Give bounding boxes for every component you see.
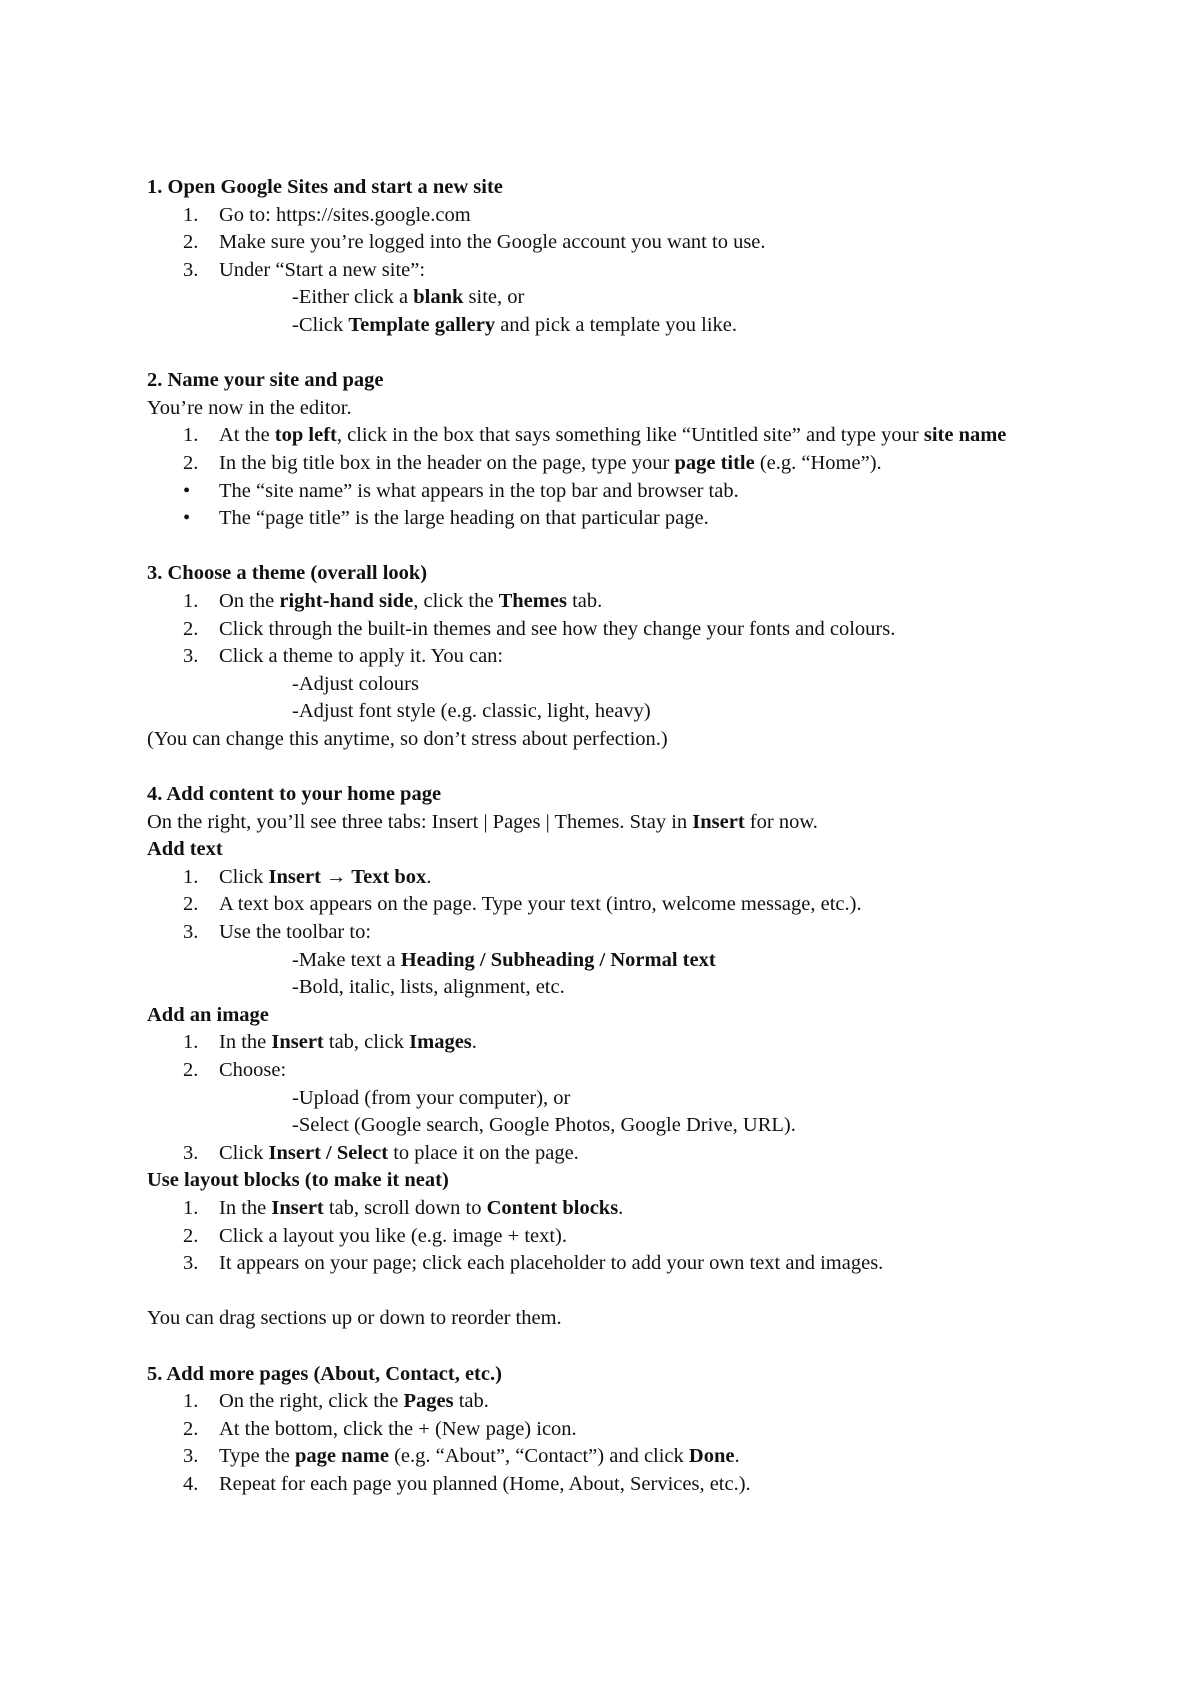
bullet-item: • The “page title” is the large heading on that particular page.	[183, 507, 709, 530]
sub-item: -Bold, italic, lists, alignment, etc.	[292, 976, 565, 999]
section-heading: 5. Add more pages (About, Contact, etc.)	[147, 1362, 502, 1385]
list-item: 1. On the right, click the Pages tab.	[183, 1390, 489, 1413]
sub-item: -Click Template gallery and pick a template you like.	[292, 313, 738, 336]
section-heading: 4. Add content to your home page	[147, 783, 442, 806]
list-number: 3.	[183, 258, 199, 281]
intro-text: You’re now in the editor.	[147, 396, 352, 419]
numbered-list	[147, 864, 1067, 947]
list-item: 3. Use the toolbar to:	[183, 921, 372, 944]
list-item: 3. Click a theme to apply it. You can:	[183, 645, 504, 668]
list-text: Go to: https://sites.google.com	[219, 203, 471, 226]
section-heading: 3. Choose a theme (overall look)	[147, 562, 428, 585]
sub-item: -Make text a Heading / Subheading / Normal text	[292, 948, 716, 971]
subsection-heading: Add an image	[147, 1003, 269, 1026]
bullet-item: • The “site name” is what appears in the top bar and browser tab.	[183, 479, 739, 502]
list-item	[147, 257, 1067, 285]
list-item: 1. In the Insert tab, click Images.	[183, 1031, 477, 1054]
list-item: 2. In the big title box in the header on the page, type your page title (e.g. “Home”).	[183, 451, 882, 474]
list-item: 1. In the Insert tab, scroll down to Content blocks.	[183, 1196, 624, 1219]
sub-item: -Select (Google search, Google Photos, Google Drive, URL).	[292, 1114, 796, 1137]
note-text: You can drag sections up or down to reorder them.	[147, 1307, 562, 1330]
subsection-heading: Add text	[147, 838, 223, 861]
list-item: 1. At the top left, click in the box that says something like “Untitled site” and type your site name	[183, 424, 1007, 447]
section-add-content	[147, 781, 1067, 1333]
numbered-list	[147, 1029, 1067, 1084]
list-item: 2. A text box appears on the page. Type your text (intro, welcome message, etc.).	[183, 893, 862, 916]
numbered-list	[147, 588, 1067, 671]
intro-text: On the right, you’ll see three tabs: Insert | Pages | Themes. Stay in Insert for now.	[147, 810, 818, 833]
list-item: 2. Click through the built-in themes and see how they change your fonts and colours.	[183, 617, 896, 640]
numbered-list	[147, 1195, 1067, 1278]
list-item: 1. Click Insert → Text box.	[183, 865, 432, 888]
list-item: 3. Click Insert / Select to place it on the page.	[183, 1141, 579, 1164]
numbered-list	[147, 1388, 1067, 1498]
section-heading: 1. Open Google Sites and start a new site	[147, 176, 503, 198]
list-item: 2. Click a layout you like (e.g. image + text).	[183, 1224, 568, 1247]
section-open-google-sites	[147, 174, 1067, 340]
section-add-pages	[147, 1361, 1067, 1499]
section-choose-theme	[147, 560, 1067, 753]
list-item: 4. Repeat for each page you planned (Home, About, Services, etc.).	[183, 1472, 751, 1495]
sub-item: -Upload (from your computer), or	[292, 1086, 571, 1109]
bullet-list	[147, 478, 1067, 533]
section-name-site	[147, 367, 1067, 533]
spacer	[147, 1278, 1067, 1306]
list-text: Make sure you’re logged into the Google account you want to use.	[219, 231, 766, 254]
sub-item: -Adjust colours	[292, 672, 419, 695]
sub-item: -Either click a blank site, or	[292, 286, 525, 309]
numbered-list	[147, 422, 1067, 477]
numbered-list	[147, 1140, 1067, 1168]
numbered-list	[147, 202, 1067, 285]
document-page	[147, 174, 1067, 1499]
list-number: 2.	[183, 231, 199, 254]
list-item: 3. Type the page name (e.g. “About”, “Contact”) and click Done.	[183, 1445, 740, 1468]
list-item: 2. At the bottom, click the + (New page) icon.	[183, 1417, 577, 1440]
note-text: (You can change this anytime, so don’t stress about perfection.)	[147, 727, 668, 750]
section-heading: 2. Name your site and page	[147, 369, 384, 392]
list-item	[147, 229, 1067, 257]
list-item: 3. It appears on your page; click each placeholder to add your own text and images.	[183, 1252, 884, 1275]
subsection-heading: Use layout blocks (to make it neat)	[147, 1169, 449, 1192]
list-item: 2. Choose:	[183, 1059, 287, 1081]
list-number: 1.	[183, 203, 199, 226]
list-text: Under “Start a new site”:	[219, 258, 426, 281]
sub-item: -Adjust font style (e.g. classic, light, heavy)	[292, 700, 651, 723]
list-item: 1. On the right-hand side, click the Themes tab.	[183, 589, 603, 612]
list-item	[147, 202, 1067, 230]
